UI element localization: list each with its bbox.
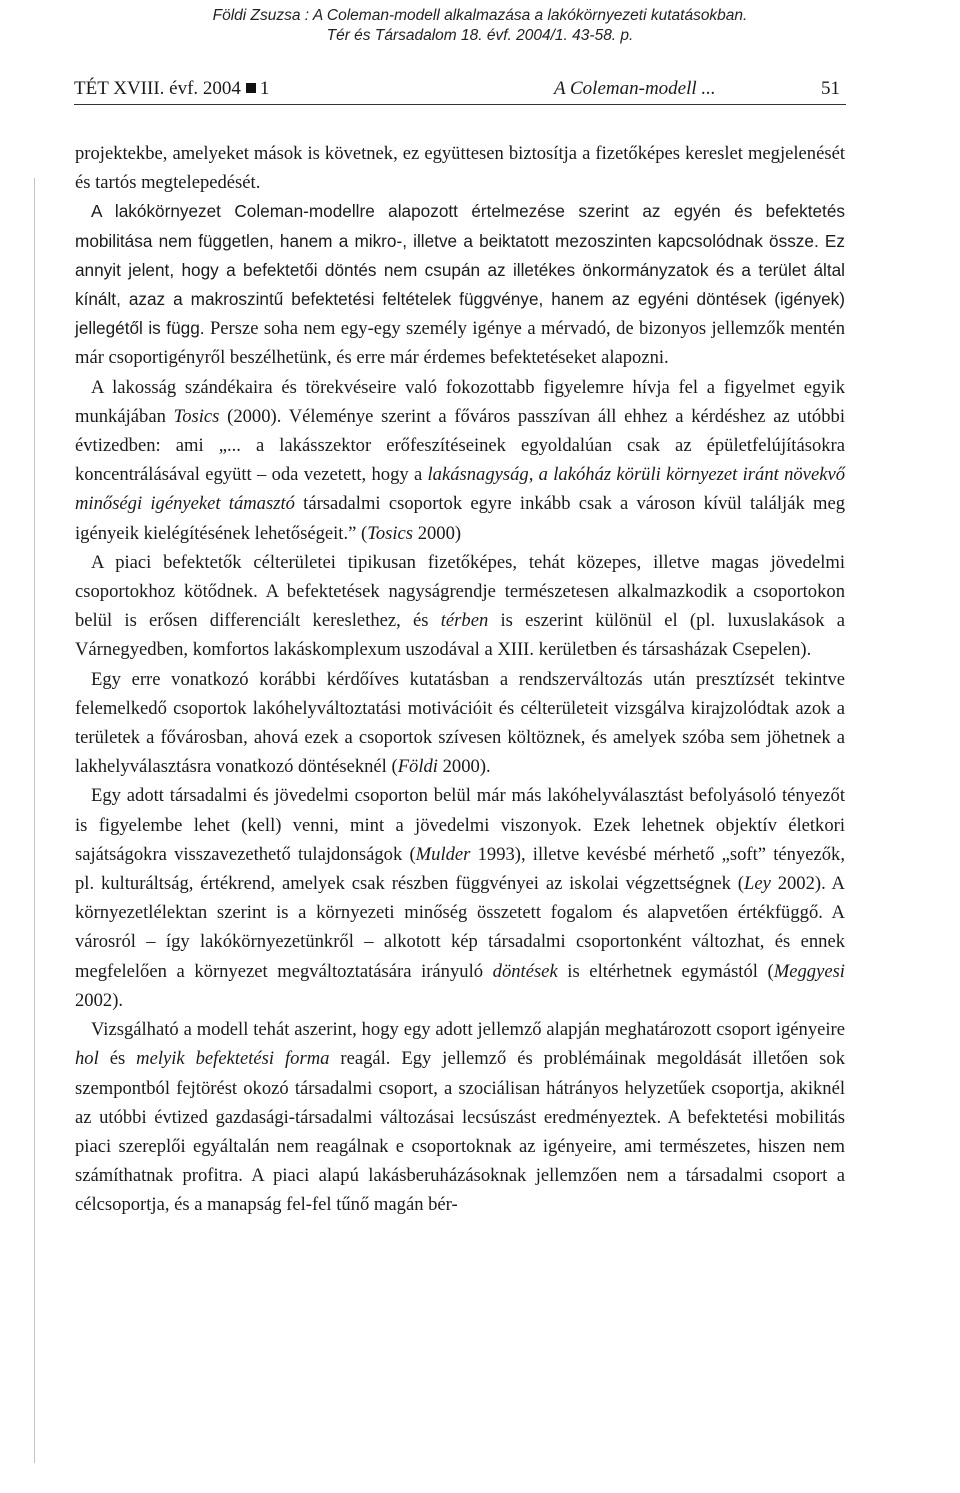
paragraph-6 [75, 1015, 845, 1219]
paragraph-5-text-c: 2002). A környezetlélektan szerint is a környezeti minőség összetett fogalom és alapvetően értékfüggő. A városról – így lakókörnyezetünkről – alkotott kép társadalmi csoportonként változhat, és ennek megfelelően a környezet megváltoztatására irányuló [75, 873, 845, 982]
paragraph-2 [75, 373, 845, 548]
paragraph-1 [75, 197, 845, 372]
citation-header [0, 6, 960, 46]
paragraph-0-text: projektekbe, amelyeket mások is követnek, ez együttesen biztosítja a fizetőképes kereslet megjelenését és tartós megtelepedését. [75, 143, 845, 194]
page-number: 51 [821, 78, 840, 99]
paragraph-5-text-d: is eltérhetnek egymástól ( [557, 960, 774, 982]
citation-author-foldi: Földi [397, 756, 438, 778]
paragraph-6-text-a: Vizsgálható a modell tehát aszerint, hogy egy adott jellemző alapján meghatározott csoport igényeire [91, 1019, 845, 1041]
paragraph-1-text-b: Ez annyit jelent, hogy a befektetői döntés nem csupán az illetékes önkormányzatok és a terület által kínált, azaz a makroszintű befektetési feltételek függvénye, hanem az egyéni döntések (igények) jellegétől is függ. [75, 230, 845, 339]
paragraph-4 [75, 665, 845, 782]
citation-line-2: Tér és Társadalom 18. évf. 2004/1. 43-58. p. [326, 27, 634, 44]
paragraph-6-text-b: és [98, 1048, 137, 1070]
paragraph-3-text-a: A piaci befektetők célterületei tipikusan fizetőképes, tehát közepes, illetve magas jövedelmi csoportokhoz kötődnek. A befektetések nagyságrendje természetesen alkalmazkodik a csoportokon belül is erősen differenciált kereslethez, és [75, 551, 845, 632]
citation-author-tosics: Tosics [173, 405, 220, 427]
square-bullet-icon [246, 83, 256, 93]
running-title: A Coleman-modell ... [554, 78, 716, 99]
citation-author-mulder: Mulder [415, 843, 471, 865]
citation-author-tosics-2: Tosics [367, 522, 414, 544]
emphasis-dontesek: döntések [492, 960, 558, 982]
paragraph-1-text-a: A lakókörnyezet Coleman-modellre alapozott értelmezése szerint az egyén és befektetés mobilitása nem független, hanem a mikro-, illetve a beiktatott mezoszinten kapcsolódnak össze. [75, 201, 845, 251]
emphasis-befektetesi-forma: melyik befektetési forma [136, 1048, 330, 1070]
article-body [75, 139, 845, 1220]
scan-margin-line [34, 178, 35, 1463]
paragraph-5-text-a: Egy adott társadalmi és jövedelmi csoporton belül már más lakóhelyválasztást befolyásoló tényezőt is figyelembe lehet (kell) venni, mint a jövedelmi viszonyok. Ezek lehetnek objektív életkori sajátságokra visszavezethető tulajdonságok ( [75, 785, 845, 865]
paragraph-5-text-b: 1993), illetve kevésbé mérhető „soft” tényezők, pl. kulturáltság, értékrend, amelyek csak részben függvényei az iskolai végzettségnek ( [75, 843, 845, 895]
citation-author-ley: Ley [743, 873, 771, 895]
emphasis-terben: térben [440, 610, 489, 632]
running-head [74, 77, 846, 105]
paragraph-6-text-c: reagál. Egy jellemző és problémáinak megoldását illetően sok szempontból fejtörést okozó társadalmi csoport, a szociálisan hátrányos helyzetűek csoportja, akiknél az utóbbi évtized gazdasági-társadalmi változásai lecsúszást eredményeztek. A befektetési mobilitás piaci szereplői egyáltalán nem reagálnak e csoportoknak az igényeire, ami természetes, hiszen nem számíthatnak profitra. A piaci alapú lakásberuházásoknak jellemzően nem a társadalmi csoport a célcsoportja, és a manapság fel-fel tűnő magán bér- [75, 1048, 845, 1216]
emphasis-hol: hol [75, 1048, 99, 1070]
paragraph-1-text-c: Persze soha nem egy-egy személy igénye a mérvadó, de bizonyos jellemzők mentén már csoportigényről beszélhetünk, és erre már érdemes befektetéseket alapozni. [75, 318, 845, 369]
paragraph-0 [75, 139, 845, 197]
paragraph-4-text-a: Egy erre vonatkozó korábbi kérdőíves kutatásban a rendszerváltozás után presztízsét tekintve felemelkedő csoportok lakóhelyváltoztatási motivációit és célterületeit vizsgálva kirajzolódtak azok a területek a fővárosban, ahová ezek a csoportok szívesen költöznek, és amelyek szóba sem jöhetnek a lakhelyválasztásra vonatkozó döntéseknél ( [75, 668, 845, 778]
journal-label: TÉT XVIII. évf. 2004 [74, 78, 241, 99]
quoted-emphasis: lakásnagyság, a lakóház körüli környezet iránt növekvő minőségi igényeket támasztó [75, 464, 845, 515]
issue-number: 1 [259, 78, 270, 99]
citation-line-1: Földi Zsuzsa : A Coleman-modell alkalmazása a lakókörnyezeti kutatásokban. [212, 7, 748, 24]
citation-author-meggyesi: Meggyesi [773, 960, 845, 982]
paragraph-3 [75, 548, 845, 665]
paragraph-2-text-d: 2000) [413, 522, 462, 544]
paragraph-2-text-a: A lakosság szándékaira és törekvéseire való fokozottabb figyelemre hívja fel a figyelmet egyik munkájában [75, 376, 845, 427]
paragraph-5 [75, 781, 845, 1015]
paragraph-2-text-b: (2000). Véleménye szerint a főváros passzívan áll ehhez a kérdéshez az utóbbi évtizedben: ami „... a lakásszektor erőfeszítéseinek egyoldalúan csak az épületfelújításokra koncentrálásával együtt – oda vezetett, hogy a [75, 405, 845, 486]
paragraph-3-text-b: is eszerint különül el (pl. luxuslakások a Várnegyedben, komfortos lakáskomplexum uszodával a XIII. kerületben és társasházak Csepelen). [75, 610, 845, 661]
paragraph-5-text-e: 2002). [75, 989, 124, 1011]
paragraph-4-text-b: 2000). [437, 756, 491, 778]
running-head-journal-block [74, 77, 269, 101]
paragraph-2-text-c: társadalmi csoportok egyre inkább csak a városon kívül találják meg igényeik kielégítésének lehetőségeit.” ( [75, 493, 845, 544]
